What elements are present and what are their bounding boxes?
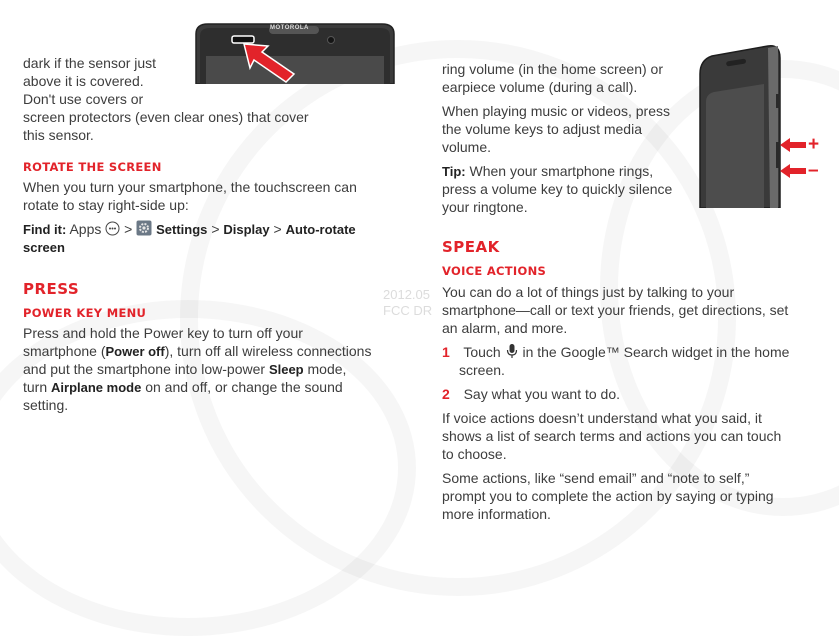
intro-line-2: above it is covered. <box>23 73 144 89</box>
step-1-line-2: screen. <box>459 362 505 378</box>
settings-icon <box>136 220 152 240</box>
sep-2: > <box>211 221 220 237</box>
apps-label: Apps <box>69 221 102 237</box>
tip-text-1: When your smartphone rings, <box>465 163 654 179</box>
step-1-text: in the Google™ Search widget in the home <box>522 344 790 360</box>
speak-p3-2: prompt you to complete the action by saying or typing <box>442 488 774 504</box>
press-line-4 <box>23 378 343 397</box>
auto-rotate-label: Auto-rotate <box>285 222 356 237</box>
tip-label: Tip: <box>442 164 466 179</box>
speak-p2-2: shows a list of search terms and actions you can touch <box>442 428 782 444</box>
sep-3: > <box>273 221 282 237</box>
step-2 <box>442 385 620 403</box>
rotate-body-1: When you turn your smartphone, the touchscreen can <box>23 179 357 195</box>
tip-line-1 <box>442 162 653 181</box>
phone-top-illustration <box>194 22 396 84</box>
press-line-3 <box>23 360 346 379</box>
volume-line-2: earpiece volume (during a call). <box>442 79 638 95</box>
microphone-icon <box>505 343 519 363</box>
intro-line-3: Don't use covers or <box>23 91 144 107</box>
press-line-3c: mode, <box>303 361 347 377</box>
speak-p2-1: If voice actions doesn’t understand what you said, it <box>442 410 762 426</box>
press-heading: PRESS <box>23 280 80 298</box>
power-key-menu-heading: POWER KEY MENU <box>23 306 147 320</box>
display-label: Display <box>223 222 270 237</box>
screen-label: screen <box>23 240 65 255</box>
press-line-2a: smartphone ( <box>23 343 106 359</box>
speak-body-3: an alarm, and more. <box>442 320 568 336</box>
speak-body-2: smartphone—call or text your friends, get directions, set <box>442 302 789 318</box>
intro-line-4: screen protectors (even clear ones) that cover <box>23 109 309 125</box>
press-line-2 <box>23 342 371 361</box>
volume-down-arrow-icon <box>780 164 806 178</box>
intro-line-1: dark if the sensor just <box>23 55 157 71</box>
press-line-3a: and put the smartphone into low-power <box>23 361 269 377</box>
volume-line-1: ring volume (in the home screen) or <box>442 61 663 77</box>
speak-p3-1: Some actions, like “send email” and “note to self,” <box>442 470 750 486</box>
playing-line-3: volume. <box>442 139 492 155</box>
sep-1: > <box>124 221 133 237</box>
speak-body-1: You can do a lot of things just by talking to your <box>442 284 735 300</box>
airplane-mode-label: Airplane mode <box>51 380 142 395</box>
tip-line-2: press a volume key to quickly silence <box>442 181 673 197</box>
phone-side-illustration <box>698 44 828 208</box>
watermark-date: 2012.05 <box>383 287 430 302</box>
press-line-4c: on and off, or change the sound <box>141 379 343 395</box>
sensor-arrow-icon <box>242 40 302 84</box>
press-line-4a: turn <box>23 379 52 395</box>
volume-minus-label: – <box>808 160 819 181</box>
playing-line-2: the volume keys to adjust media <box>442 121 642 137</box>
press-line-2c: ), turn off all wireless connections <box>164 343 372 359</box>
press-line-5: setting. <box>23 397 69 413</box>
step-2-number: 2 <box>442 386 450 402</box>
find-it-label: Find it: <box>23 222 67 237</box>
rotate-body-2: rotate to stay right-side up: <box>23 197 189 213</box>
voice-actions-heading: VOICE ACTIONS <box>442 264 547 278</box>
step-1-number: 1 <box>442 344 450 360</box>
intro-line-5: this sensor. <box>23 127 94 143</box>
speak-p2-3: to choose. <box>442 446 507 462</box>
press-line-1: Press and hold the Power key to turn off your <box>23 325 303 341</box>
find-it-line <box>23 220 356 240</box>
speak-p3-3: more information. <box>442 506 551 522</box>
playing-line-1: When playing music or videos, press <box>442 103 670 119</box>
settings-label: Settings <box>156 222 208 237</box>
phone-brand-logo: MOTOROLA <box>270 25 309 31</box>
screen-label-line <box>23 238 65 257</box>
step-1-touch: Touch <box>463 344 501 360</box>
rotate-heading: ROTATE THE SCREEN <box>23 160 162 174</box>
sleep-label: Sleep <box>268 362 304 377</box>
apps-icon <box>105 221 120 240</box>
power-off-label: Power off <box>105 344 165 359</box>
watermark-fcc: FCC DR <box>383 303 433 318</box>
volume-plus-label: + <box>808 134 820 155</box>
speak-heading: SPEAK <box>442 238 500 256</box>
step-2-text: Say what you want to do. <box>463 386 621 402</box>
volume-up-arrow-icon <box>780 138 806 152</box>
tip-line-3: your ringtone. <box>442 199 528 215</box>
